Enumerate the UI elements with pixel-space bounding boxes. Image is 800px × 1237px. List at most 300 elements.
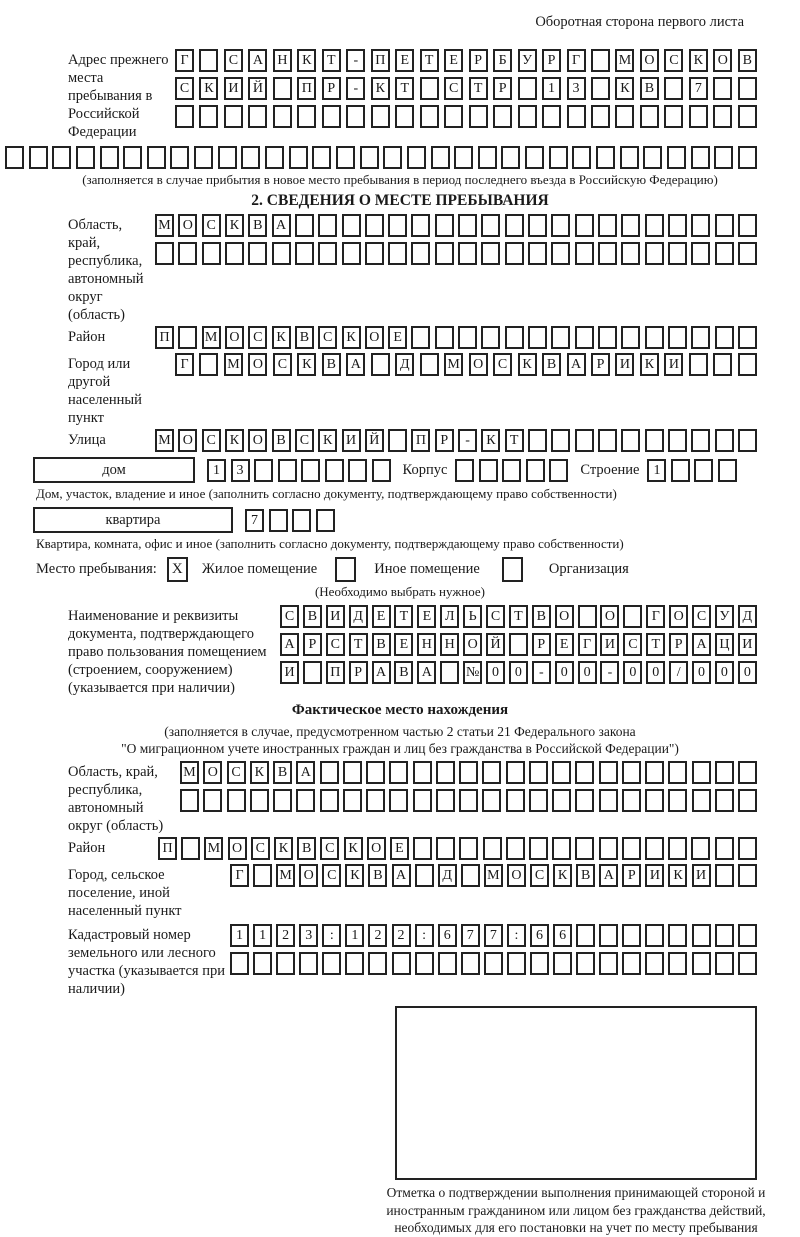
char-cell[interactable] (181, 837, 200, 860)
char-cell[interactable] (715, 214, 734, 237)
char-cell[interactable]: С (623, 633, 642, 656)
char-cell[interactable] (493, 105, 512, 128)
char-cell[interactable] (668, 761, 687, 784)
char-cell[interactable] (459, 837, 478, 860)
char-cell[interactable] (413, 789, 432, 812)
char-cell[interactable]: Е (394, 633, 413, 656)
char-cell[interactable]: О (669, 605, 688, 628)
char-cell[interactable]: 0 (738, 661, 757, 684)
char-cell[interactable] (645, 761, 664, 784)
char-cell[interactable] (526, 459, 545, 482)
char-cell[interactable]: О (299, 864, 318, 887)
char-cell[interactable] (296, 789, 315, 812)
char-cell[interactable] (272, 242, 291, 265)
char-cell[interactable] (542, 105, 561, 128)
char-cell[interactable] (415, 952, 434, 975)
char-cell[interactable] (348, 459, 367, 482)
char-cell[interactable] (599, 837, 618, 860)
char-cell[interactable]: 0 (486, 661, 505, 684)
char-cell[interactable]: О (178, 214, 197, 237)
char-cell[interactable] (318, 242, 337, 265)
char-cell[interactable]: А (296, 761, 315, 784)
char-cell[interactable]: Й (365, 429, 384, 452)
char-cell[interactable] (336, 146, 355, 169)
char-cell[interactable] (551, 326, 570, 349)
char-cell[interactable] (227, 789, 246, 812)
char-cell[interactable] (599, 789, 618, 812)
char-cell[interactable]: Г (578, 633, 597, 656)
char-cell[interactable] (320, 761, 339, 784)
char-cell[interactable]: В (532, 605, 551, 628)
char-cell[interactable]: К (481, 429, 500, 452)
char-cell[interactable] (76, 146, 95, 169)
char-cell[interactable] (738, 924, 757, 947)
char-cell[interactable] (689, 353, 708, 376)
char-cell[interactable] (575, 789, 594, 812)
char-cell[interactable] (549, 146, 568, 169)
char-cell[interactable] (481, 242, 500, 265)
char-cell[interactable] (623, 605, 642, 628)
char-cell[interactable]: 1 (345, 924, 364, 947)
char-cell[interactable]: 1 (647, 459, 666, 482)
char-cell[interactable]: П (297, 77, 316, 100)
char-cell[interactable] (415, 864, 434, 887)
char-cell[interactable] (507, 952, 526, 975)
char-cell[interactable]: М (444, 353, 463, 376)
char-cell[interactable]: № (463, 661, 482, 684)
char-cell[interactable] (389, 789, 408, 812)
char-cell[interactable] (575, 429, 594, 452)
char-cell[interactable] (413, 837, 432, 860)
char-cell[interactable] (509, 633, 528, 656)
char-cell[interactable]: 6 (553, 924, 572, 947)
char-cell[interactable]: 0 (578, 661, 597, 684)
char-cell[interactable]: 7 (245, 509, 264, 532)
char-cell[interactable] (241, 146, 260, 169)
char-cell[interactable]: К (640, 353, 659, 376)
char-cell[interactable] (518, 77, 537, 100)
char-cell[interactable]: К (274, 837, 293, 860)
char-cell[interactable]: О (367, 837, 386, 860)
char-cell[interactable]: О (713, 49, 732, 72)
char-cell[interactable] (518, 105, 537, 128)
char-cell[interactable] (506, 761, 525, 784)
char-cell[interactable] (175, 105, 194, 128)
char-cell[interactable] (411, 214, 430, 237)
char-cell[interactable]: С (224, 49, 243, 72)
char-cell[interactable]: М (615, 49, 634, 72)
char-cell[interactable]: М (202, 326, 221, 349)
char-cell[interactable]: А (692, 633, 711, 656)
char-cell[interactable] (479, 459, 498, 482)
char-cell[interactable] (371, 105, 390, 128)
char-cell[interactable]: 6 (438, 924, 457, 947)
char-cell[interactable]: С (280, 605, 299, 628)
char-cell[interactable] (715, 761, 734, 784)
char-cell[interactable] (482, 761, 501, 784)
char-cell[interactable] (645, 952, 664, 975)
char-cell[interactable]: Г (567, 49, 586, 72)
char-cell[interactable] (202, 242, 221, 265)
char-cell[interactable] (596, 146, 615, 169)
char-cell[interactable] (454, 146, 473, 169)
char-cell[interactable]: 2 (392, 924, 411, 947)
char-cell[interactable] (591, 49, 610, 72)
char-cell[interactable]: Й (248, 77, 267, 100)
char-cell[interactable] (278, 459, 297, 482)
char-cell[interactable] (621, 242, 640, 265)
char-cell[interactable]: С (320, 837, 339, 860)
char-cell[interactable]: К (518, 353, 537, 376)
char-cell[interactable] (155, 242, 174, 265)
char-cell[interactable] (664, 77, 683, 100)
char-cell[interactable] (455, 459, 474, 482)
char-cell[interactable] (668, 789, 687, 812)
char-cell[interactable]: О (600, 605, 619, 628)
char-cell[interactable]: Н (273, 49, 292, 72)
char-cell[interactable]: В (273, 761, 292, 784)
char-cell[interactable] (715, 837, 734, 860)
char-cell[interactable]: А (280, 633, 299, 656)
char-cell[interactable]: И (738, 633, 757, 656)
char-cell[interactable]: Т (395, 77, 414, 100)
char-cell[interactable] (483, 837, 502, 860)
char-cell[interactable]: К (250, 761, 269, 784)
char-cell[interactable] (529, 761, 548, 784)
char-cell[interactable] (645, 242, 664, 265)
char-cell[interactable]: А (248, 49, 267, 72)
char-cell[interactable] (312, 146, 331, 169)
char-cell[interactable]: В (303, 605, 322, 628)
char-cell[interactable] (645, 326, 664, 349)
char-cell[interactable] (318, 214, 337, 237)
char-cell[interactable] (528, 214, 547, 237)
char-cell[interactable] (645, 789, 664, 812)
char-cell[interactable] (691, 214, 710, 237)
char-cell[interactable] (325, 459, 344, 482)
char-cell[interactable]: 0 (646, 661, 665, 684)
char-cell[interactable] (170, 146, 189, 169)
char-cell[interactable] (506, 837, 525, 860)
char-cell[interactable] (691, 242, 710, 265)
char-cell[interactable]: П (371, 49, 390, 72)
char-cell[interactable] (615, 105, 634, 128)
char-cell[interactable] (692, 789, 711, 812)
char-cell[interactable] (436, 761, 455, 784)
char-cell[interactable] (671, 459, 690, 482)
char-cell[interactable]: И (326, 605, 345, 628)
char-cell[interactable]: Е (444, 49, 463, 72)
char-cell[interactable] (199, 105, 218, 128)
char-cell[interactable]: Р (622, 864, 641, 887)
char-cell[interactable] (248, 242, 267, 265)
char-cell[interactable]: В (542, 353, 561, 376)
char-cell[interactable] (738, 761, 757, 784)
char-cell[interactable] (599, 924, 618, 947)
char-cell[interactable] (553, 952, 572, 975)
char-cell[interactable] (342, 214, 361, 237)
char-cell[interactable] (269, 509, 288, 532)
char-cell[interactable] (481, 326, 500, 349)
char-cell[interactable]: Ц (715, 633, 734, 656)
char-cell[interactable]: : (507, 924, 526, 947)
char-cell[interactable] (576, 952, 595, 975)
char-cell[interactable] (436, 837, 455, 860)
char-cell[interactable] (413, 761, 432, 784)
char-cell[interactable]: В (576, 864, 595, 887)
char-cell[interactable] (316, 509, 335, 532)
char-cell[interactable]: / (669, 661, 688, 684)
char-cell[interactable] (411, 326, 430, 349)
char-cell[interactable] (505, 242, 524, 265)
char-cell[interactable] (668, 242, 687, 265)
char-cell[interactable]: Р (303, 633, 322, 656)
char-cell[interactable]: Е (395, 49, 414, 72)
char-cell[interactable]: К (344, 837, 363, 860)
char-cell[interactable] (622, 761, 641, 784)
char-cell[interactable]: Д (738, 605, 757, 628)
char-cell[interactable] (668, 214, 687, 237)
char-cell[interactable] (528, 326, 547, 349)
char-cell[interactable]: 3 (231, 459, 250, 482)
char-cell[interactable]: С (444, 77, 463, 100)
char-cell[interactable] (178, 242, 197, 265)
char-cell[interactable] (420, 77, 439, 100)
char-cell[interactable] (715, 242, 734, 265)
char-cell[interactable] (738, 429, 757, 452)
char-cell[interactable]: Е (390, 837, 409, 860)
char-cell[interactable]: 0 (692, 661, 711, 684)
char-cell[interactable] (738, 952, 757, 975)
char-cell[interactable]: Н (440, 633, 459, 656)
char-cell[interactable] (392, 952, 411, 975)
char-cell[interactable] (484, 952, 503, 975)
char-cell[interactable]: С (493, 353, 512, 376)
char-cell[interactable] (738, 326, 757, 349)
char-cell[interactable]: С (318, 326, 337, 349)
char-cell[interactable]: С (227, 761, 246, 784)
char-cell[interactable] (668, 326, 687, 349)
char-cell[interactable] (689, 105, 708, 128)
char-cell[interactable]: О (248, 429, 267, 452)
char-cell[interactable]: Р (322, 77, 341, 100)
char-cell[interactable] (365, 214, 384, 237)
char-cell[interactable] (273, 789, 292, 812)
char-cell[interactable] (459, 789, 478, 812)
char-cell[interactable] (431, 146, 450, 169)
char-cell[interactable]: О (178, 429, 197, 452)
char-cell[interactable]: У (518, 49, 537, 72)
char-cell[interactable]: С (664, 49, 683, 72)
char-cell[interactable]: К (345, 864, 364, 887)
char-cell[interactable]: С (175, 77, 194, 100)
char-cell[interactable] (599, 952, 618, 975)
char-cell[interactable]: - (346, 49, 365, 72)
char-cell[interactable]: Н (417, 633, 436, 656)
char-cell[interactable] (253, 952, 272, 975)
char-cell[interactable] (411, 242, 430, 265)
char-cell[interactable] (368, 952, 387, 975)
char-cell[interactable] (530, 952, 549, 975)
char-cell[interactable] (552, 789, 571, 812)
char-cell[interactable] (551, 429, 570, 452)
char-cell[interactable] (273, 105, 292, 128)
char-cell[interactable] (591, 77, 610, 100)
char-cell[interactable]: В (322, 353, 341, 376)
char-cell[interactable] (645, 429, 664, 452)
char-cell[interactable] (549, 459, 568, 482)
char-cell[interactable]: П (155, 326, 174, 349)
char-cell[interactable]: В (272, 429, 291, 452)
char-cell[interactable]: М (155, 214, 174, 237)
char-cell[interactable] (230, 952, 249, 975)
char-cell[interactable]: О (248, 353, 267, 376)
char-cell[interactable]: 3 (567, 77, 586, 100)
char-cell[interactable] (301, 459, 320, 482)
char-cell[interactable]: Б (493, 49, 512, 72)
char-cell[interactable]: И (615, 353, 634, 376)
char-cell[interactable] (345, 952, 364, 975)
char-cell[interactable]: Д (438, 864, 457, 887)
char-cell[interactable]: О (507, 864, 526, 887)
char-cell[interactable]: С (530, 864, 549, 887)
char-cell[interactable] (435, 242, 454, 265)
char-cell[interactable]: : (415, 924, 434, 947)
char-cell[interactable]: 2 (276, 924, 295, 947)
char-cell[interactable] (691, 837, 710, 860)
char-cell[interactable]: К (342, 326, 361, 349)
char-cell[interactable] (322, 105, 341, 128)
char-cell[interactable] (372, 459, 391, 482)
organizatsiya-checkbox[interactable] (502, 557, 523, 582)
char-cell[interactable] (199, 49, 218, 72)
char-cell[interactable]: Р (542, 49, 561, 72)
char-cell[interactable] (598, 242, 617, 265)
char-cell[interactable] (668, 837, 687, 860)
char-cell[interactable]: И (280, 661, 299, 684)
char-cell[interactable] (694, 459, 713, 482)
char-cell[interactable] (253, 864, 272, 887)
char-cell[interactable]: Т (509, 605, 528, 628)
char-cell[interactable]: О (228, 837, 247, 860)
char-cell[interactable]: О (225, 326, 244, 349)
char-cell[interactable]: Р (349, 661, 368, 684)
char-cell[interactable]: Г (175, 49, 194, 72)
char-cell[interactable] (199, 353, 218, 376)
char-cell[interactable] (598, 326, 617, 349)
char-cell[interactable] (598, 214, 617, 237)
char-cell[interactable] (407, 146, 426, 169)
char-cell[interactable] (458, 214, 477, 237)
char-cell[interactable] (591, 105, 610, 128)
char-cell[interactable] (664, 105, 683, 128)
char-cell[interactable] (481, 214, 500, 237)
char-cell[interactable]: О (203, 761, 222, 784)
char-cell[interactable] (645, 214, 664, 237)
char-cell[interactable]: Г (230, 864, 249, 887)
char-cell[interactable] (435, 214, 454, 237)
char-cell[interactable] (529, 789, 548, 812)
char-cell[interactable]: М (180, 761, 199, 784)
char-cell[interactable] (640, 105, 659, 128)
char-cell[interactable] (621, 326, 640, 349)
char-cell[interactable] (528, 429, 547, 452)
char-cell[interactable] (461, 864, 480, 887)
char-cell[interactable] (395, 105, 414, 128)
char-cell[interactable]: Д (395, 353, 414, 376)
char-cell[interactable]: С (295, 429, 314, 452)
char-cell[interactable] (715, 429, 734, 452)
char-cell[interactable] (578, 605, 597, 628)
char-cell[interactable] (461, 952, 480, 975)
char-cell[interactable] (250, 789, 269, 812)
char-cell[interactable] (738, 105, 757, 128)
char-cell[interactable]: Т (646, 633, 665, 656)
char-cell[interactable]: 7 (689, 77, 708, 100)
char-cell[interactable]: К (371, 77, 390, 100)
char-cell[interactable] (303, 661, 322, 684)
char-cell[interactable] (713, 105, 732, 128)
char-cell[interactable]: 6 (530, 924, 549, 947)
zhiloe-checkbox[interactable]: X (167, 557, 188, 582)
char-cell[interactable] (194, 146, 213, 169)
char-cell[interactable] (713, 77, 732, 100)
char-cell[interactable] (599, 761, 618, 784)
char-cell[interactable] (575, 214, 594, 237)
char-cell[interactable] (622, 789, 641, 812)
char-cell[interactable] (388, 429, 407, 452)
char-cell[interactable] (389, 761, 408, 784)
char-cell[interactable] (342, 242, 361, 265)
char-cell[interactable] (575, 761, 594, 784)
char-cell[interactable]: П (158, 837, 177, 860)
char-cell[interactable] (224, 105, 243, 128)
char-cell[interactable]: Г (175, 353, 194, 376)
char-cell[interactable] (692, 761, 711, 784)
char-cell[interactable] (343, 789, 362, 812)
char-cell[interactable]: 1 (207, 459, 226, 482)
char-cell[interactable] (692, 924, 711, 947)
char-cell[interactable]: Е (417, 605, 436, 628)
char-cell[interactable]: 0 (623, 661, 642, 684)
char-cell[interactable] (218, 146, 237, 169)
char-cell[interactable]: С (692, 605, 711, 628)
char-cell[interactable]: - (458, 429, 477, 452)
char-cell[interactable] (715, 326, 734, 349)
char-cell[interactable] (383, 146, 402, 169)
char-cell[interactable]: К (225, 214, 244, 237)
char-cell[interactable] (458, 326, 477, 349)
char-cell[interactable]: А (392, 864, 411, 887)
char-cell[interactable]: В (738, 49, 757, 72)
char-cell[interactable] (528, 242, 547, 265)
char-cell[interactable]: О (463, 633, 482, 656)
char-cell[interactable] (365, 242, 384, 265)
char-cell[interactable] (668, 429, 687, 452)
char-cell[interactable]: И (600, 633, 619, 656)
char-cell[interactable]: 7 (461, 924, 480, 947)
char-cell[interactable] (715, 924, 734, 947)
char-cell[interactable] (366, 761, 385, 784)
char-cell[interactable] (738, 242, 757, 265)
char-cell[interactable] (52, 146, 71, 169)
char-cell[interactable]: К (199, 77, 218, 100)
char-cell[interactable]: К (553, 864, 572, 887)
char-cell[interactable] (738, 146, 757, 169)
char-cell[interactable] (436, 789, 455, 812)
char-cell[interactable] (525, 146, 544, 169)
char-cell[interactable]: П (411, 429, 430, 452)
